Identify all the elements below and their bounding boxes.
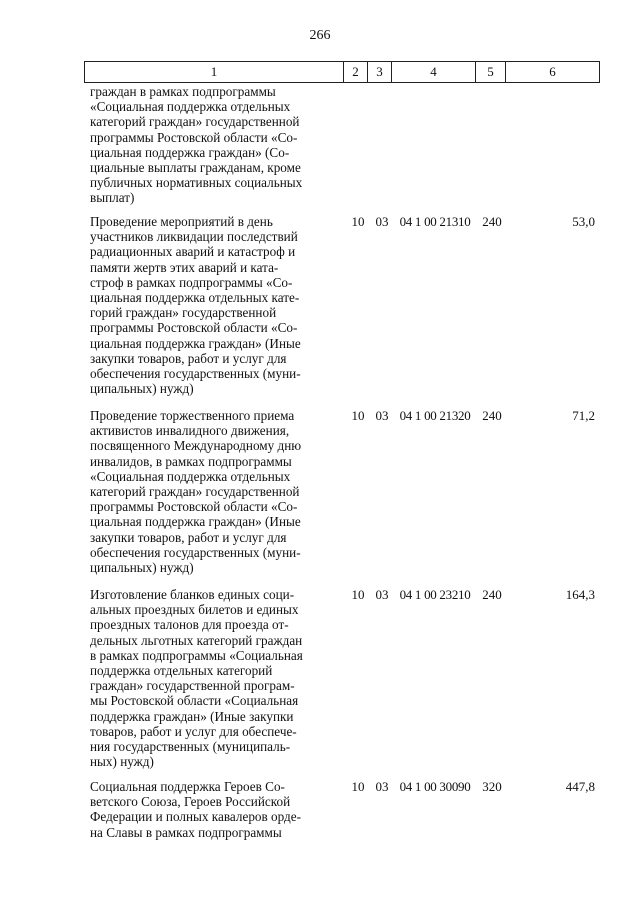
row-col-3: 03	[375, 408, 389, 423]
header-col-3: 3	[368, 62, 392, 82]
row-col-4: 04 1 00 23210	[399, 587, 471, 602]
header-col-2: 2	[344, 62, 368, 82]
row-col-5: 240	[482, 587, 502, 602]
row-col-4: 04 1 00 21320	[399, 408, 471, 423]
row-description: Проведение торжественного приема активистов инвалидного движения, посвященного Международному дню инвалидов, в рамках подпрограммы «Социальная поддержка отдельных категорий граждан» государственной программы Ростовской области «Со- циальная поддержка граждан» (Иные закупки товаров, работ и услуг для обеспечения государственных (муни- ципальных) нужд)	[90, 408, 302, 576]
row-col-4: 04 1 00 30090	[399, 779, 471, 794]
row-col-3: 03	[375, 214, 389, 229]
table-header	[84, 61, 600, 83]
header-col-4: 4	[392, 62, 476, 82]
row-description: Изготовление бланков единых соци- альных проездных билетов и единых проездных талонов для проезда от- дельных льготных категорий граждан в рамках подпрограммы «Социальная поддержка отдельных категорий граждан» государственной програм- мы Ростовской области «Социальная поддержка граждан» (Иные закупки товаров, работ и услуг для обеспече- ния государственных (муниципаль- ных) нужд)	[90, 587, 303, 770]
row-col-5: 320	[482, 779, 502, 794]
row-col-6: 53,0	[572, 214, 595, 229]
row-description: Социальная поддержка Героев Со- ветского Союза, Героев Российской Федерации и полных кавалеров орде- на Славы в рамках подпрограммы	[90, 779, 301, 840]
continuation-text: граждан в рамках подпрограммы «Социальная поддержка отдельных категорий граждан» государственной программы Ростовской области «Со- циальная поддержка граждан» (Со- циальные выплаты гражданам, кроме публичных нормативных социальных выплат)	[90, 84, 303, 206]
header-col-6: 6	[549, 64, 556, 79]
row-description: Проведение мероприятий в день участников ликвидации последствий радиационных аварий и катастроф и памяти жертв этих аварий и ката- строф в рамках подпрограммы «Со- циальная поддержка отдельных кате- горий граждан» государственной программы Ростовской области «Со- циальная поддержка граждан» (Иные закупки товаров, работ и услуг для обеспечения государственных (муни- ципальных) нужд)	[90, 214, 301, 397]
row-col-4: 04 1 00 21310	[399, 214, 471, 229]
row-col-2: 10	[351, 408, 365, 423]
row-col-2: 10	[351, 587, 365, 602]
row-col-5: 240	[482, 408, 502, 423]
row-col-6: 71,2	[572, 408, 595, 423]
row-col-2: 10	[351, 779, 365, 794]
header-col-5: 5	[476, 62, 506, 82]
row-col-3: 03	[375, 587, 389, 602]
row-col-2: 10	[351, 214, 365, 229]
header-col-1: 1	[85, 62, 344, 82]
page-number: 266	[309, 28, 331, 43]
row-col-3: 03	[375, 779, 389, 794]
row-col-5: 240	[482, 214, 502, 229]
row-col-6: 164,3	[565, 587, 595, 602]
row-col-6: 447,8	[565, 779, 595, 794]
